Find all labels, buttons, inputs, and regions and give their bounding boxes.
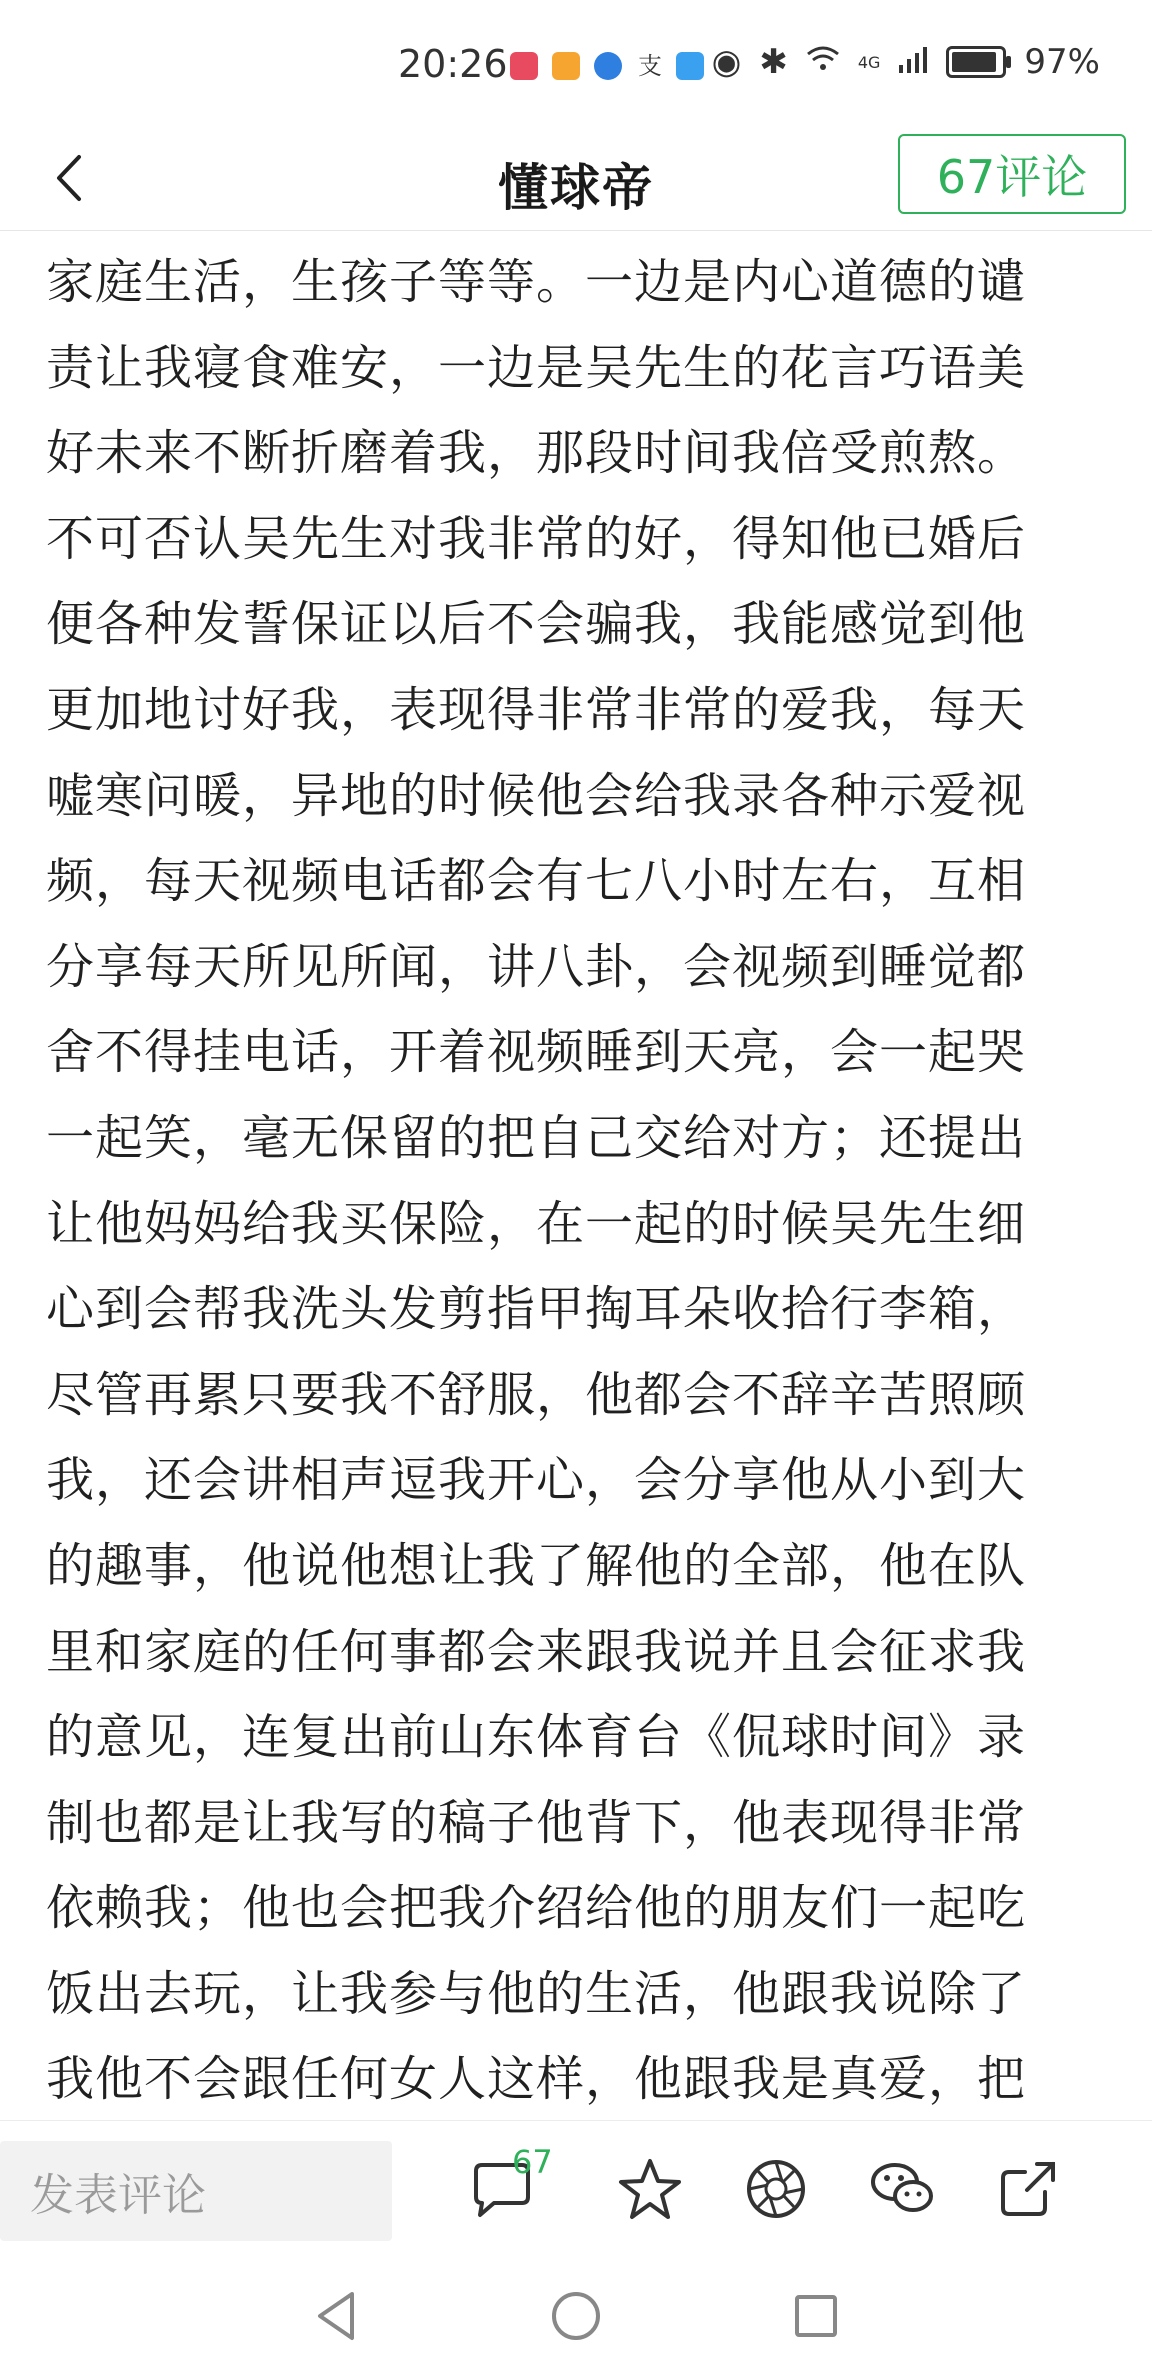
article-body bbox=[0, 232, 1152, 2120]
signal-icon bbox=[898, 42, 928, 82]
status-bar bbox=[0, 0, 1152, 130]
nav-home-button[interactable] bbox=[540, 2282, 612, 2354]
alipay-icon: 支 bbox=[638, 52, 662, 80]
article-content bbox=[0, 232, 1152, 2120]
article-text-line: 我他不会跟任何女人这样，他跟我是真爱，把 bbox=[46, 2051, 1027, 2108]
share-icon bbox=[997, 2158, 1059, 2224]
article-text-line: 让他妈妈给我买保险，在一起的时候吴先生细 bbox=[46, 1195, 1027, 1252]
share-wechat-button[interactable] bbox=[864, 2153, 940, 2229]
recents-square-icon bbox=[792, 2292, 840, 2344]
article-text-line: 家庭生活，生孩子等等。一边是内心道德的谴 bbox=[46, 254, 1027, 310]
battery-percent: 97% bbox=[1024, 42, 1100, 82]
page-title: 懂球帝 bbox=[498, 159, 654, 217]
article-text-line: 我，还会讲相声逗我开心，会分享他从小到大 bbox=[46, 1452, 1027, 1509]
status-indicators bbox=[712, 42, 1100, 82]
wifi-icon bbox=[806, 42, 840, 82]
article-text-line: 的意见，连复出前山东体育台《侃球时间》录 bbox=[46, 1709, 1027, 1766]
nav-recents-button[interactable] bbox=[780, 2282, 852, 2354]
battery-icon bbox=[946, 46, 1006, 78]
eye-icon: ◉ bbox=[711, 42, 742, 82]
wechat-icon bbox=[869, 2160, 935, 2222]
article-text-line: 依赖我；他也会把我介绍给他的朋友们一起吃 bbox=[46, 1880, 1027, 1937]
comments-button[interactable]: 67评论 bbox=[898, 134, 1126, 214]
status-time: 20:26 bbox=[398, 42, 508, 86]
article-text-line: 里和家庭的任何事都会来跟我说并且会征求我 bbox=[46, 1623, 1027, 1680]
article-text-line: 舍不得挂电话，开着视频睡到天亮，会一起哭 bbox=[46, 1024, 1027, 1081]
article-text-line: 责让我寝食难安，一边是吴先生的花言巧语美 bbox=[46, 339, 1027, 396]
bottom-action-bar bbox=[0, 2120, 1152, 2261]
favorite-button[interactable] bbox=[612, 2153, 688, 2229]
home-circle-icon bbox=[550, 2290, 602, 2346]
notification-app-icon bbox=[510, 52, 538, 80]
notification-app-icon bbox=[594, 52, 622, 80]
comment-input[interactable]: 发表评论 bbox=[0, 2141, 392, 2241]
article-text-line: 尽管再累只要我不舒服，他都会不辞辛苦照顾 bbox=[46, 1366, 1027, 1423]
bluetooth-icon: ✱ bbox=[759, 42, 788, 82]
comment-count-badge: 67 bbox=[512, 2143, 553, 2181]
notification-app-icon bbox=[552, 52, 580, 80]
article-text-line: 嘘寒问暖，异地的时候他会给我录各种示爱视 bbox=[46, 767, 1027, 824]
nav-back-button[interactable] bbox=[300, 2282, 372, 2354]
article-text-line: 心到会帮我洗头发剪指甲掏耳朵收拾行李箱， bbox=[46, 1281, 1027, 1338]
moments-icon bbox=[744, 2157, 808, 2225]
article-text-line: 不可否认吴先生对我非常的好，得知他已婚后 bbox=[46, 510, 1027, 567]
article-text-line: 一起笑，毫无保留的把自己交给对方；还提出 bbox=[46, 1109, 1027, 1166]
back-triangle-icon bbox=[312, 2290, 360, 2346]
article-text-line: 制也都是让我写的稿子他背下，他表现得非常 bbox=[46, 1794, 1027, 1851]
share-button[interactable] bbox=[990, 2153, 1066, 2229]
app-header bbox=[0, 130, 1152, 231]
system-nav-bar bbox=[0, 2260, 1152, 2376]
article-text-line: 的趣事，他说他想让我了解他的全部，他在队 bbox=[46, 1537, 1027, 1594]
article-text-line: 便各种发誓保证以后不会骗我，我能感觉到他 bbox=[46, 596, 1027, 653]
article-text-line: 更加地讨好我，表现得非常非常的爱我，每天 bbox=[46, 681, 1027, 738]
cloud-app-icon bbox=[676, 52, 704, 80]
network-type-label: 4G bbox=[857, 52, 881, 72]
article-text-line: 频，每天视频电话都会有七八小时左右，互相 bbox=[46, 853, 1027, 910]
article-text-line: 好未来不断折磨着我，那段时间我倍受煎熬。 bbox=[46, 425, 1027, 482]
star-icon bbox=[617, 2157, 683, 2225]
article-text-line: 分享每天所见所闻，讲八卦，会视频到睡觉都 bbox=[46, 938, 1027, 995]
share-moments-button[interactable] bbox=[738, 2153, 814, 2229]
article-text-line: 饭出去玩，让我参与他的生活，他跟我说除了 bbox=[46, 1965, 1027, 2022]
